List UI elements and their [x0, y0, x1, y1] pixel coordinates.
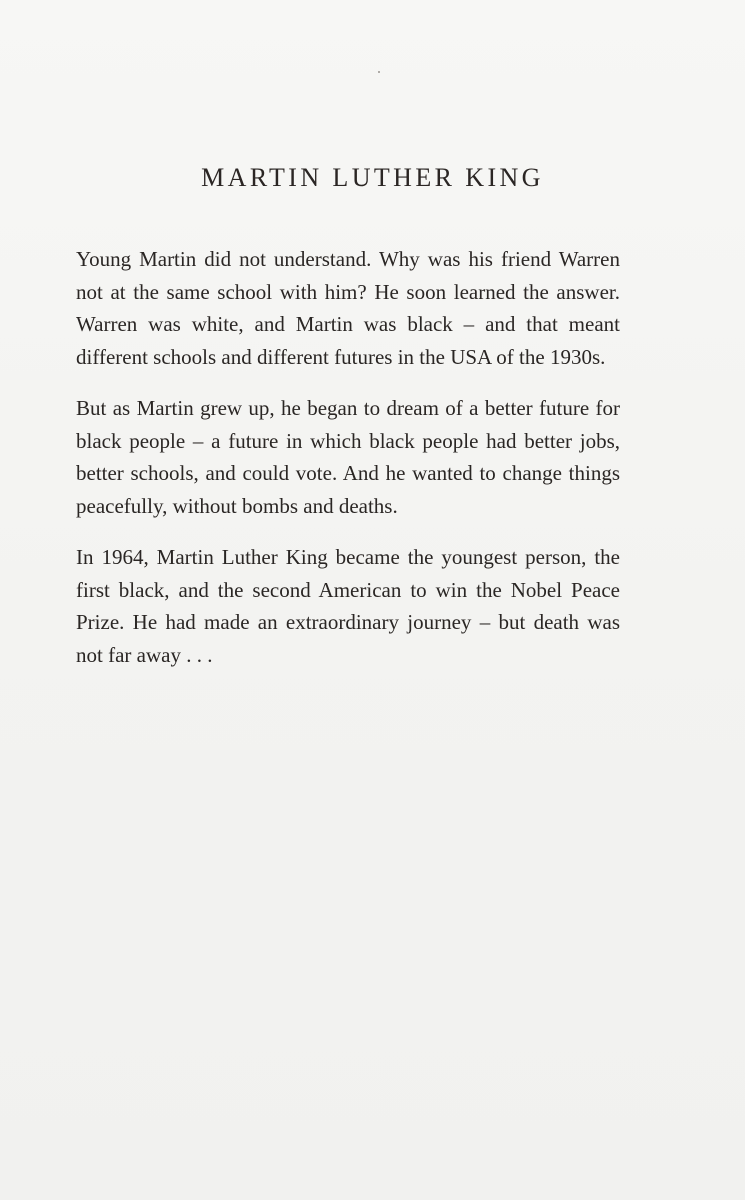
- paragraph-1: Young Martin did not understand. Why was his friend Warren not at the same school with him? He soon learned the answer. Warren was white, and Martin was black – and that meant different schools and different futures in the USA of the 1930s.: [76, 247, 620, 369]
- page-title: MARTIN LUTHER KING: [201, 163, 544, 192]
- paper-speck: [378, 71, 380, 73]
- paragraph-2: But as Martin grew up, he began to dream of a better future for black people – a future in which black people had better jobs, better schools, and could vote. And he wanted to change things peacefully, without bombs and deaths.: [76, 396, 620, 518]
- body-text: [76, 243, 620, 690]
- paragraph-3: In 1964, Martin Luther King became the youngest person, the first black, and the second American to win the Nobel Peace Prize. He had made an extraordinary journey – but death was not far away . . .: [76, 545, 620, 667]
